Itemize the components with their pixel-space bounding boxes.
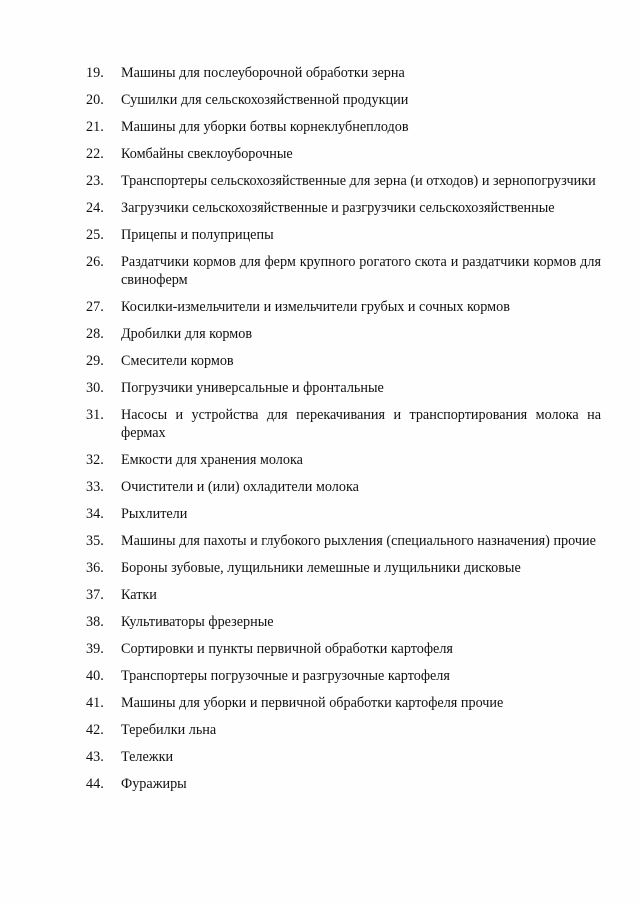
item-number: 32. bbox=[86, 452, 104, 468]
numbered-list bbox=[86, 64, 601, 802]
list-item bbox=[86, 64, 601, 82]
item-number: 39. bbox=[86, 641, 104, 657]
item-text: Бороны зубовые, лущильники лемешные и лущильники дисковые bbox=[121, 560, 521, 576]
item-text: Очистители и (или) охладители молока bbox=[121, 479, 359, 495]
item-text: Машины для уборки и первичной обработки картофеля прочие bbox=[121, 695, 504, 711]
list-item bbox=[86, 379, 601, 397]
list-item bbox=[86, 451, 601, 469]
item-number: 25. bbox=[86, 227, 104, 243]
item-number: 41. bbox=[86, 695, 104, 711]
item-text: Транспортеры сельскохозяйственные для зерна (и отходов) и зернопогрузчики bbox=[121, 173, 596, 189]
item-text: Загрузчики сельскохозяйственные и разгрузчики сельскохозяйственные bbox=[121, 200, 555, 216]
item-text: Раздатчики кормов для ферм крупного рогатого скота и раздатчики кормов для свиноферм bbox=[121, 254, 601, 288]
item-text: Тележки bbox=[121, 749, 174, 765]
item-text: Прицепы и полуприцепы bbox=[121, 227, 274, 243]
item-number: 31. bbox=[86, 407, 104, 423]
item-number: 34. bbox=[86, 506, 104, 522]
item-number: 40. bbox=[86, 668, 104, 684]
item-number: 23. bbox=[86, 173, 104, 189]
list-item bbox=[86, 145, 601, 163]
list-item bbox=[86, 91, 601, 109]
item-text: Дробилки для кормов bbox=[121, 326, 253, 342]
list-item bbox=[86, 406, 601, 442]
list-item bbox=[86, 172, 601, 190]
list-item bbox=[86, 253, 601, 289]
list-item bbox=[86, 532, 601, 550]
item-text: Рыхлители bbox=[121, 506, 188, 522]
item-number: 37. bbox=[86, 587, 104, 603]
list-item bbox=[86, 775, 601, 793]
list-item bbox=[86, 559, 601, 577]
item-number: 28. bbox=[86, 326, 104, 342]
item-number: 20. bbox=[86, 92, 104, 108]
list-item bbox=[86, 505, 601, 523]
item-number: 36. bbox=[86, 560, 104, 576]
item-text: Машины для пахоты и глубокого рыхления (специального назначения) прочие bbox=[121, 533, 596, 549]
item-number: 29. bbox=[86, 353, 104, 369]
list-item bbox=[86, 613, 601, 631]
item-text: Емкости для хранения молока bbox=[121, 452, 303, 468]
item-number: 30. bbox=[86, 380, 104, 396]
item-text: Сортировки и пункты первичной обработки картофеля bbox=[121, 641, 453, 657]
item-text: Погрузчики универсальные и фронтальные bbox=[121, 380, 384, 396]
item-text: Смесители кормов bbox=[121, 353, 234, 369]
item-number: 26. bbox=[86, 254, 104, 270]
item-text: Фуражиры bbox=[121, 776, 187, 792]
item-number: 27. bbox=[86, 299, 104, 315]
item-number: 43. bbox=[86, 749, 104, 765]
list-item bbox=[86, 721, 601, 739]
list-item bbox=[86, 325, 601, 343]
item-text: Транспортеры погрузочные и разгрузочные картофеля bbox=[121, 668, 450, 684]
item-number: 42. bbox=[86, 722, 104, 738]
list-item bbox=[86, 748, 601, 766]
item-text: Катки bbox=[121, 587, 157, 603]
item-number: 33. bbox=[86, 479, 104, 495]
item-text: Машины для уборки ботвы корнеклубнеплодов bbox=[121, 119, 409, 135]
list-item bbox=[86, 226, 601, 244]
item-text: Косилки-измельчители и измельчители грубых и сочных кормов bbox=[121, 299, 510, 315]
item-text: Комбайны свеклоуборочные bbox=[121, 146, 293, 162]
list-item bbox=[86, 298, 601, 316]
item-text: Машины для послеуборочной обработки зерна bbox=[121, 65, 405, 81]
item-number: 24. bbox=[86, 200, 104, 216]
list-item bbox=[86, 352, 601, 370]
item-text: Сушилки для сельскохозяйственной продукции bbox=[121, 92, 409, 108]
item-number: 44. bbox=[86, 776, 104, 792]
list-item bbox=[86, 118, 601, 136]
list-item bbox=[86, 640, 601, 658]
item-text: Культиваторы фрезерные bbox=[121, 614, 274, 630]
list-item bbox=[86, 478, 601, 496]
item-number: 21. bbox=[86, 119, 104, 135]
list-item bbox=[86, 667, 601, 685]
item-number: 35. bbox=[86, 533, 104, 549]
list-item bbox=[86, 199, 601, 217]
item-number: 38. bbox=[86, 614, 104, 630]
item-text: Теребилки льна bbox=[121, 722, 217, 738]
item-number: 19. bbox=[86, 65, 104, 81]
item-number: 22. bbox=[86, 146, 104, 162]
item-text: Насосы и устройства для перекачивания и транспортирования молока на фермах bbox=[121, 407, 601, 441]
list-item bbox=[86, 586, 601, 604]
list-item bbox=[86, 694, 601, 712]
